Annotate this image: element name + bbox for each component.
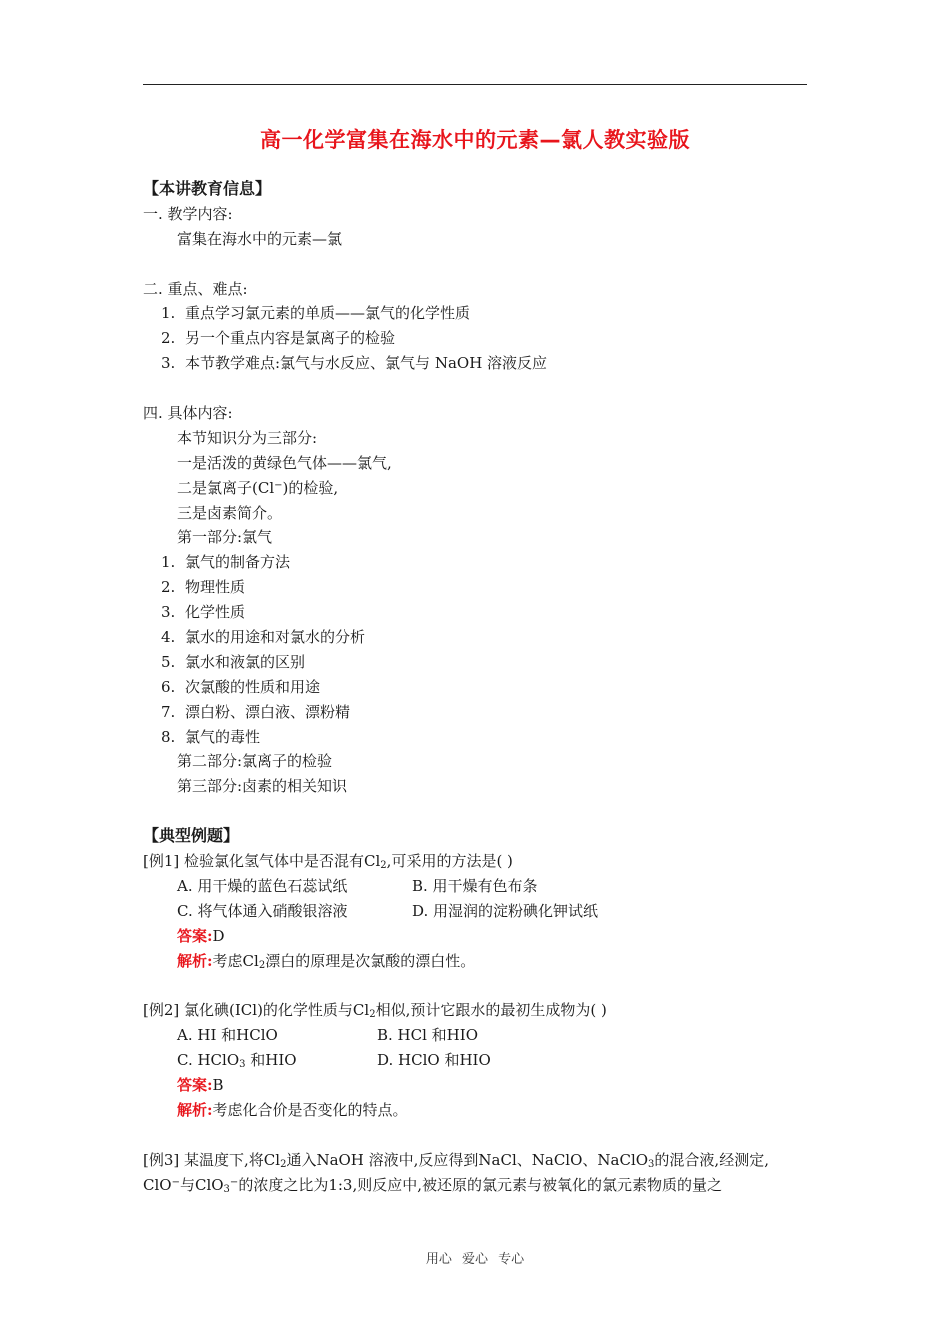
spacer bbox=[143, 799, 823, 824]
document-body bbox=[143, 177, 823, 1198]
four-part-2: 二是氯离子(Cl−)的检验, bbox=[177, 478, 339, 497]
example-2-options-ab: A. HI 和HClO B. HCl 和HIO bbox=[177, 1026, 478, 1045]
section-heading-examples: 【典型例题】 bbox=[143, 826, 240, 846]
spacer bbox=[143, 974, 823, 999]
example-1-options-ab: A. 用干燥的蓝色石蕊试纸 B. 用干燥有色布条 bbox=[177, 876, 538, 895]
example-3-question-line-2: ClO−与ClO$_3$−的浓度之比为1:3,则反应中,被还原的氯元素与被氧化的氯元素物质的量之 bbox=[143, 1175, 722, 1195]
page-footer: 用心 爱心 专心 bbox=[425, 1252, 525, 1267]
item-four-label: 四. 具体内容: bbox=[143, 404, 233, 423]
header-rule bbox=[143, 84, 807, 85]
example-2-options-cd: C. HClO$_3$ 和HIO D. HClO 和HIO bbox=[177, 1051, 491, 1071]
example-1-question: [例1] 检验氯化氢气体中是否混有$Cl_2$,可采用的方法是( ) bbox=[143, 852, 513, 872]
page-title: 高一化学富集在海水中的元素—氯人教实验版 bbox=[260, 128, 690, 152]
example-1-analysis: 解析:考虑$Cl_2$漂白的原理是次氯酸的漂白性。 bbox=[177, 951, 476, 971]
example-2-question: [例2] 氯化碘(ICl)的化学性质与$Cl_2$相似,预计它跟水的最初生成物为( ) bbox=[143, 1001, 607, 1021]
spacer bbox=[143, 1123, 823, 1148]
section-heading-info: 【本讲教育信息】 bbox=[143, 179, 272, 198]
part-one-heading: 第一部分:氯气 bbox=[177, 528, 273, 547]
item-one-label: 一. 教学内容: bbox=[143, 204, 233, 223]
part-three-heading: 第三部分:卤素的相关知识 bbox=[177, 777, 348, 796]
example-2-analysis: 解析:考虑化合价是否变化的特点。 bbox=[177, 1100, 408, 1119]
list-item: 2. 物理性质 bbox=[161, 578, 246, 597]
item-one-text: 富集在海水中的元素—氯 bbox=[177, 229, 343, 248]
four-part-3: 三是卤素简介。 bbox=[177, 503, 283, 522]
list-item: 3. 化学性质 bbox=[161, 603, 246, 622]
list-item: 2. 另一个重点内容是氯离子的检验 bbox=[161, 329, 396, 348]
example-2-answer: 答案:B bbox=[177, 1076, 224, 1095]
spacer bbox=[143, 376, 823, 401]
example-1-options-cd: C. 将气体通入硝酸银溶液 D. 用湿润的淀粉碘化钾试纸 bbox=[177, 901, 599, 920]
list-item: 8. 氯气的毒性 bbox=[161, 727, 261, 746]
list-item: 5. 氯水和液氯的区别 bbox=[161, 652, 306, 671]
part-two-heading: 第二部分:氯离子的检验 bbox=[177, 752, 333, 771]
list-item: 7. 漂白粉、漂白液、漂粉精 bbox=[161, 702, 351, 721]
spacer bbox=[143, 252, 823, 277]
four-intro: 本节知识分为三部分: bbox=[177, 428, 318, 447]
list-item: 4. 氯水的用途和对氯水的分析 bbox=[161, 628, 366, 647]
list-item: 1. 重点学习氯元素的单质——氯气的化学性质 bbox=[161, 304, 471, 323]
example-3-question-line-1: [例3] 某温度下,将$Cl_2$通入NaOH 溶液中,反应得到NaCl、NaClO、NaClO$_3$的混合液,经测定, bbox=[143, 1150, 769, 1170]
four-part-1: 一是活泼的黄绿色气体——氯气, bbox=[177, 453, 392, 472]
list-item: 6. 次氯酸的性质和用途 bbox=[161, 677, 321, 696]
example-1-answer: 答案:D bbox=[177, 926, 225, 945]
item-two-label: 二. 重点、难点: bbox=[143, 279, 248, 298]
list-item: 1. 氯气的制备方法 bbox=[161, 553, 291, 572]
list-item: 3. 本节教学难点:氯气与水反应、氯气与 NaOH 溶液反应 bbox=[161, 354, 548, 373]
